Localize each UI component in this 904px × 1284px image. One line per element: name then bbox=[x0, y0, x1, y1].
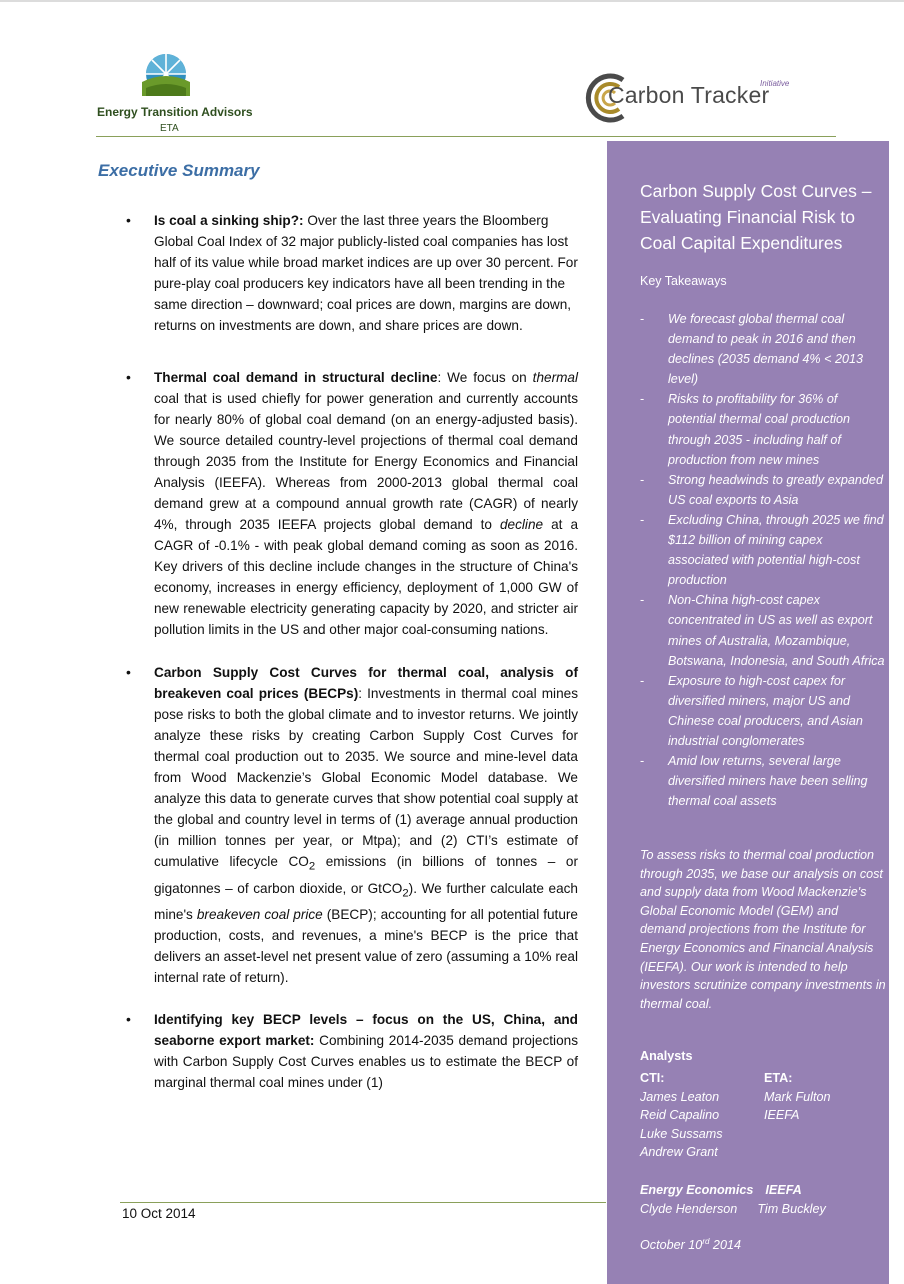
takeaway-text: We forecast global thermal coal demand to peak in 2016 and then declines (2035 demand 4% < 2013 level) bbox=[668, 312, 863, 387]
takeaway-text: Risks to profitability for 36% of potential thermal coal production through 2035 - including half of production from new mines bbox=[668, 392, 851, 467]
analyst-name: James Leaton bbox=[640, 1089, 720, 1104]
top-border bbox=[0, 0, 904, 2]
subscript: 2 bbox=[308, 860, 316, 873]
dash-symbol: - bbox=[640, 593, 645, 608]
bullet-text: at a CAGR of -0.1% - with peak global demand coming as soon as 2016. Key drivers of this decline include changes in the structure of China's economy, increases in energy efficiency, deployment of 1,000 GW of new renewable electricity generating capacity by 2020, and stricter air pollution limits in the US and other major coal-consuming nations. bbox=[154, 517, 579, 637]
takeaway-item bbox=[640, 510, 885, 590]
analyst-name: Tim Buckley bbox=[757, 1202, 826, 1216]
date-text: October 10 bbox=[640, 1238, 703, 1253]
header-rule bbox=[96, 136, 836, 137]
carbon-tracker-name: Carbon Tracker bbox=[608, 82, 770, 108]
subscript: 2 bbox=[402, 887, 409, 900]
bullet-text: Over the last three years the Bloomberg Global Coal Index of 32 major publicly-listed coal companies has lost half of its value while broad market indices are up over 30 percent. For pure-play coal producers key indicators have all been trending in the same direction – downward; coal prices are down, margins are down, returns on investments are down, and share prices are down. bbox=[154, 213, 578, 333]
dash-symbol: - bbox=[640, 754, 645, 769]
bullet-sinking-ship bbox=[126, 210, 578, 336]
analyst-name: IEEFA bbox=[764, 1108, 800, 1123]
bullet-text: coal that is used chiefly for power generation and currently accounts for nearly 80% of global coal demand (on an energy-adjusted basis). We source detailed country-level projections of thermal coal demand through 2035 from the Institute for Energy Economics and Financial Analysis (IEEFA). Whereas from 2000-2013 global thermal coal demand grew at a compound annual growth rate (CAGR) of nearly 4%, through 2035 IEEFA projects global demand to bbox=[154, 391, 578, 532]
bullet-lead: Carbon Supply Cost Curves for thermal coal, analysis of breakeven coal prices (BECPs) bbox=[154, 665, 578, 701]
dash-symbol: - bbox=[640, 392, 645, 407]
takeaway-text: Non-China high-cost capex concentrated in US as well as export mines of Australia, Mozambique, Botswana, Indonesia, and South Africa bbox=[668, 593, 885, 668]
analyst-name: Clyde Henderson bbox=[640, 1202, 738, 1216]
sidebar-paragraph: To assess risks to thermal coal production through 2035, we base our analysis on cost and supply data from Wood Mackenzie's Global Economic Model (GEM) and demand projections from the Institute for Energy Economics and Financial Analysis (IEEFA). Our work is intended to help investors scrutinize company investments in thermal coal. bbox=[640, 848, 886, 1011]
dash-symbol: - bbox=[640, 673, 645, 688]
section-title: Executive Summary bbox=[98, 161, 260, 180]
bullet-lead: Is coal a sinking ship?: bbox=[154, 213, 304, 228]
bullet-emphasis: decline bbox=[500, 517, 544, 532]
takeaway-item bbox=[640, 470, 885, 510]
takeaway-text: Amid low returns, several large diversified miners have been selling thermal coal assets bbox=[668, 754, 868, 809]
sidebar-date bbox=[640, 1237, 741, 1252]
main-column bbox=[126, 210, 578, 1114]
takeaway-item bbox=[640, 751, 885, 811]
bullet-text: emissions (in billions of tonnes – or gigatonnes – of carbon dioxide, or GtCO bbox=[154, 854, 578, 896]
bullet-demand-decline bbox=[126, 367, 578, 640]
sidebar bbox=[607, 141, 889, 1284]
ee-label: Energy Economics bbox=[640, 1183, 754, 1197]
bullet-emphasis: breakeven coal price bbox=[196, 907, 323, 923]
bullet-symbol: • bbox=[126, 212, 131, 228]
eta-analysts bbox=[764, 1069, 831, 1125]
takeaway-item bbox=[640, 590, 885, 670]
bullet-supply-cost-curves bbox=[126, 662, 578, 988]
bullet-symbol: • bbox=[126, 1011, 131, 1028]
dash-symbol: - bbox=[640, 512, 645, 527]
bullet-text: : Investments in thermal coal mines pose risks to both the global climate and to investor returns. We jointly analyze these risks by creating Carbon Supply Cost Curves for thermal coal production out to 2035. We source and mine-level data from Wood Mackenzie’s Global Economic Model database. We analyze this data to generate curves that show potential coal supply at the global and country level in terms of (1) average annual production (in million tonnes per year, or Mtpa); and (2) CTI’s estimate of cumulative lifecycle CO bbox=[154, 686, 578, 869]
date-year: 2014 bbox=[709, 1238, 741, 1253]
bullet-symbol: • bbox=[126, 664, 131, 680]
dash-symbol: - bbox=[640, 312, 645, 326]
bullet-lead: Thermal coal demand in structural decline bbox=[154, 370, 438, 385]
takeaway-item bbox=[640, 309, 885, 389]
takeaway-text: Strong headwinds to greatly expanded US coal exports to Asia bbox=[668, 472, 883, 507]
sidebar-title: Carbon Supply Cost Curves – Evaluating Financial Risk to Coal Capital Expenditures bbox=[640, 181, 872, 253]
analyst-name: Reid Capalino bbox=[640, 1108, 720, 1123]
cti-label: CTI: bbox=[640, 1071, 665, 1085]
bullet-text: (BECP); accounting for all potential future production, costs, and revenues, a mine's BECP is the price that delivers an asset-level net present value of zero (assuming a 10% real internal rate of return). bbox=[154, 907, 578, 986]
analyst-name: Mark Fulton bbox=[764, 1089, 831, 1104]
cti-analysts bbox=[640, 1069, 723, 1162]
bullet-key-becp-levels bbox=[126, 1009, 578, 1093]
dash-symbol: - bbox=[640, 472, 645, 487]
takeaway-text: Exposure to high-cost capex for diversified miners, major US and Chinese coal producers, and Asian industrial conglomerates bbox=[668, 673, 863, 748]
bullet-text: ). We further calculate each mine's bbox=[154, 880, 578, 923]
bullet-text: Combining 2014-2035 demand projections with Carbon Supply Cost Curves enables us to estimate the BECP of marginal thermal coal mines under (1) bbox=[154, 1033, 578, 1091]
takeaway-item bbox=[640, 389, 885, 469]
takeaway-item bbox=[640, 671, 885, 751]
date-suffix: rd bbox=[702, 1237, 710, 1246]
eta-label: ETA: bbox=[764, 1071, 793, 1085]
energy-economics-block bbox=[640, 1181, 826, 1219]
takeaway-text: Excluding China, through 2025 we find $112 billion of mining capex associated with potential high-cost production bbox=[668, 512, 884, 588]
carbon-tracker-initiative: Initiative bbox=[760, 79, 790, 88]
bullet-lead: Identifying key BECP levels – focus on the US, China, and seaborne export market: bbox=[154, 1012, 578, 1049]
ieefa-label: IEEFA bbox=[765, 1183, 802, 1197]
takeaways-list bbox=[640, 309, 885, 811]
analyst-name: Andrew Grant bbox=[640, 1145, 718, 1160]
analyst-name: Luke Sussams bbox=[640, 1126, 723, 1141]
bullet-emphasis: thermal bbox=[532, 370, 578, 385]
footer-rule bbox=[120, 1202, 606, 1203]
eta-short: ETA bbox=[160, 123, 179, 134]
key-takeaways-heading: Key Takeaways bbox=[640, 274, 727, 288]
analysts-heading: Analysts bbox=[640, 1049, 693, 1063]
bullet-symbol: • bbox=[126, 369, 131, 385]
footer-date: 10 Oct 2014 bbox=[122, 1206, 196, 1221]
eta-name: Energy Transition Advisors bbox=[97, 105, 253, 119]
bullet-text: : We focus on bbox=[437, 370, 533, 385]
